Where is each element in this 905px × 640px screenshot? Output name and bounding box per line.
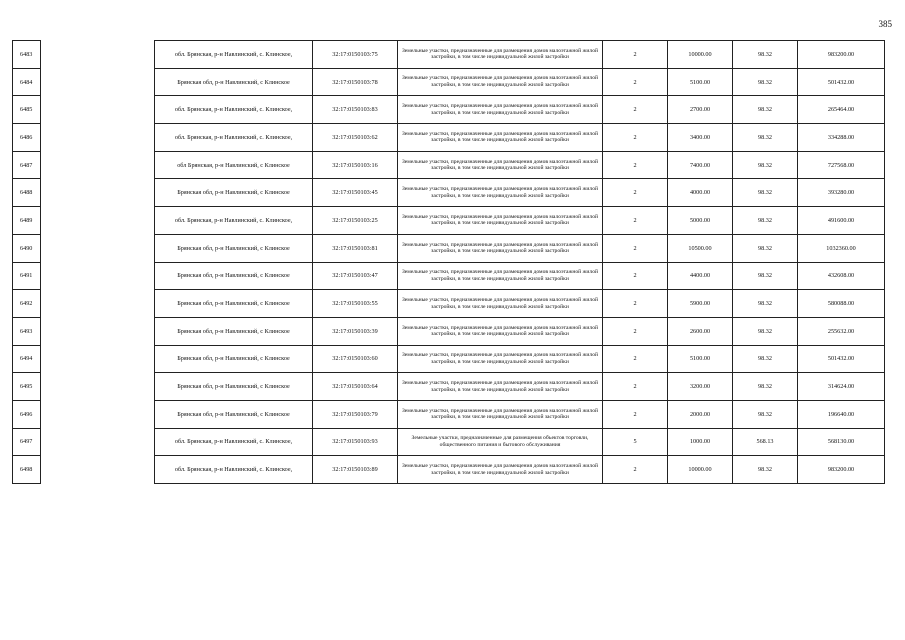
cell-spacer [41, 456, 155, 484]
cell-specific-value: 98.32 [733, 262, 798, 290]
cell-cadastral-number: 32:17:0150103:93 [313, 428, 398, 456]
cell-specific-value: 568.13 [733, 428, 798, 456]
table-row [13, 400, 885, 428]
cell-specific-value: 98.32 [733, 317, 798, 345]
cell-area: 5000.00 [668, 207, 733, 235]
cell-cadastral-number: 32:17:0150103:75 [313, 41, 398, 69]
cell-address: Брянская обл, р-н Навлинский, с Клинское [155, 179, 313, 207]
cell-group: 2 [603, 124, 668, 152]
cell-specific-value: 98.32 [733, 207, 798, 235]
cell-group: 2 [603, 400, 668, 428]
cell-spacer [41, 207, 155, 235]
cell-land-use: Земельные участки, предназначенные для размещения домов малоэтажной жилой застройки, в том числе индивидуальной жилой застройки [398, 41, 603, 69]
cell-number: 6489 [13, 207, 41, 235]
cell-cadastral-value: 727568.00 [798, 151, 885, 179]
cell-address: Брянская обл, р-н Навлинский, с Клинское [155, 262, 313, 290]
cell-number: 6487 [13, 151, 41, 179]
cell-cadastral-number: 32:17:0150103:64 [313, 373, 398, 401]
cell-cadastral-number: 32:17:0150103:60 [313, 345, 398, 373]
cell-cadastral-number: 32:17:0150103:79 [313, 400, 398, 428]
cell-area: 10500.00 [668, 234, 733, 262]
cell-cadastral-number: 32:17:0150103:16 [313, 151, 398, 179]
cell-cadastral-value: 196640.00 [798, 400, 885, 428]
cell-cadastral-number: 32:17:0150103:25 [313, 207, 398, 235]
cell-group: 2 [603, 290, 668, 318]
cell-cadastral-value: 501432.00 [798, 345, 885, 373]
cell-land-use: Земельные участки, предназначенные для размещения домов малоэтажной жилой застройки, в том числе индивидуальной жилой застройки [398, 124, 603, 152]
cell-spacer [41, 41, 155, 69]
cell-specific-value: 98.32 [733, 96, 798, 124]
cell-specific-value: 98.32 [733, 456, 798, 484]
cell-cadastral-number: 32:17:0150103:55 [313, 290, 398, 318]
cell-specific-value: 98.32 [733, 290, 798, 318]
cell-cadastral-value: 432608.00 [798, 262, 885, 290]
table-body [13, 41, 885, 484]
table-row [13, 207, 885, 235]
table-row [13, 68, 885, 96]
cell-cadastral-number: 32:17:0150103:81 [313, 234, 398, 262]
cell-cadastral-value: 580088.00 [798, 290, 885, 318]
cell-group: 2 [603, 41, 668, 69]
cell-land-use: Земельные участки, предназначенные для размещения объектов торговли, общественного питания и бытового обслуживания [398, 428, 603, 456]
cell-cadastral-value: 501432.00 [798, 68, 885, 96]
cell-cadastral-number: 32:17:0150103:83 [313, 96, 398, 124]
cell-area: 4000.00 [668, 179, 733, 207]
cell-area: 2000.00 [668, 400, 733, 428]
table-row [13, 373, 885, 401]
cell-cadastral-number: 32:17:0150103:39 [313, 317, 398, 345]
cell-land-use: Земельные участки, предназначенные для размещения домов малоэтажной жилой застройки, в том числе индивидуальной жилой застройки [398, 96, 603, 124]
cell-specific-value: 98.32 [733, 151, 798, 179]
cell-address: Брянская обл, р-н Навлинский, с Клинское [155, 373, 313, 401]
cell-group: 2 [603, 317, 668, 345]
cell-number: 6490 [13, 234, 41, 262]
cell-specific-value: 98.32 [733, 345, 798, 373]
cell-area: 10000.00 [668, 456, 733, 484]
cell-cadastral-value: 393280.00 [798, 179, 885, 207]
cell-address: обл. Брянская, р-н Навлинский, с. Клинское, [155, 456, 313, 484]
cell-area: 5100.00 [668, 68, 733, 96]
cell-cadastral-value: 983200.00 [798, 41, 885, 69]
cell-address: Брянская обл, р-н Навлинский, с Клинское [155, 400, 313, 428]
cell-specific-value: 98.32 [733, 234, 798, 262]
cell-address: Брянская обл, р-н Навлинский, с Клинское [155, 345, 313, 373]
cell-address: обл Брянская, р-н Навлинский, с Клинское [155, 151, 313, 179]
cell-land-use: Земельные участки, предназначенные для размещения домов малоэтажной жилой застройки, в том числе индивидуальной жилой застройки [398, 207, 603, 235]
cell-spacer [41, 290, 155, 318]
cell-address: обл. Брянская, р-н Навлинский, с. Клинское, [155, 41, 313, 69]
cell-group: 2 [603, 151, 668, 179]
table-row [13, 345, 885, 373]
cell-group: 2 [603, 68, 668, 96]
cell-address: обл. Брянская, р-н Навлинский, с. Клинское, [155, 207, 313, 235]
cell-land-use: Земельные участки, предназначенные для размещения домов малоэтажной жилой застройки, в том числе индивидуальной жилой застройки [398, 68, 603, 96]
cell-spacer [41, 96, 155, 124]
cell-specific-value: 98.32 [733, 41, 798, 69]
table-row [13, 151, 885, 179]
cell-cadastral-value: 1032360.00 [798, 234, 885, 262]
cell-group: 2 [603, 262, 668, 290]
cell-group: 2 [603, 373, 668, 401]
cell-number: 6484 [13, 68, 41, 96]
cell-group: 2 [603, 456, 668, 484]
cell-cadastral-value: 491600.00 [798, 207, 885, 235]
cell-area: 2700.00 [668, 96, 733, 124]
cell-group: 2 [603, 345, 668, 373]
cell-spacer [41, 345, 155, 373]
cell-spacer [41, 68, 155, 96]
cell-cadastral-value: 255632.00 [798, 317, 885, 345]
cell-number: 6493 [13, 317, 41, 345]
cell-address: Брянская обл, р-н Навлинский, с Клинское [155, 234, 313, 262]
cell-spacer [41, 317, 155, 345]
cell-number: 6485 [13, 96, 41, 124]
cell-specific-value: 98.32 [733, 68, 798, 96]
cell-land-use: Земельные участки, предназначенные для размещения домов малоэтажной жилой застройки, в том числе индивидуальной жилой застройки [398, 151, 603, 179]
cell-area: 1000.00 [668, 428, 733, 456]
table-row [13, 124, 885, 152]
cell-land-use: Земельные участки, предназначенные для размещения домов малоэтажной жилой застройки, в том числе индивидуальной жилой застройки [398, 345, 603, 373]
cell-address: обл. Брянская, р-н Навлинский, с. Клинское, [155, 428, 313, 456]
cell-land-use: Земельные участки, предназначенные для размещения домов малоэтажной жилой застройки, в том числе индивидуальной жилой застройки [398, 456, 603, 484]
cell-cadastral-number: 32:17:0150103:78 [313, 68, 398, 96]
cell-cadastral-value: 983200.00 [798, 456, 885, 484]
table-row [13, 41, 885, 69]
cell-address: Брянская обл, р-н Навлинский, с Клинское [155, 68, 313, 96]
cell-number: 6495 [13, 373, 41, 401]
cell-cadastral-number: 32:17:0150103:47 [313, 262, 398, 290]
cell-area: 10000.00 [668, 41, 733, 69]
cell-group: 2 [603, 96, 668, 124]
cell-number: 6486 [13, 124, 41, 152]
cell-number: 6494 [13, 345, 41, 373]
page-number: 385 [878, 19, 892, 29]
cell-area: 7400.00 [668, 151, 733, 179]
cell-area: 5100.00 [668, 345, 733, 373]
cell-group: 2 [603, 179, 668, 207]
cell-number: 6496 [13, 400, 41, 428]
cell-group: 2 [603, 207, 668, 235]
cell-area: 3400.00 [668, 124, 733, 152]
cell-spacer [41, 428, 155, 456]
cell-number: 6488 [13, 179, 41, 207]
cell-land-use: Земельные участки, предназначенные для размещения домов малоэтажной жилой застройки, в том числе индивидуальной жилой застройки [398, 400, 603, 428]
cell-address: обл. Брянская, р-н Навлинский, с. Клинское, [155, 96, 313, 124]
cell-area: 3200.00 [668, 373, 733, 401]
cell-number: 6491 [13, 262, 41, 290]
table-row [13, 428, 885, 456]
cell-address: Брянская обл, р-н Навлинский, с Клинское [155, 290, 313, 318]
table-row [13, 262, 885, 290]
cell-spacer [41, 400, 155, 428]
cadastral-value-table [12, 40, 885, 484]
cell-specific-value: 98.32 [733, 124, 798, 152]
cell-spacer [41, 124, 155, 152]
cell-spacer [41, 151, 155, 179]
cell-number: 6498 [13, 456, 41, 484]
cell-address: Брянская обл, р-н Навлинский, с Клинское [155, 317, 313, 345]
cell-group: 5 [603, 428, 668, 456]
cell-spacer [41, 234, 155, 262]
table-row [13, 456, 885, 484]
cell-cadastral-number: 32:17:0150103:62 [313, 124, 398, 152]
cell-area: 5900.00 [668, 290, 733, 318]
cell-land-use: Земельные участки, предназначенные для размещения домов малоэтажной жилой застройки, в том числе индивидуальной жилой застройки [398, 262, 603, 290]
cell-number: 6483 [13, 41, 41, 69]
cell-spacer [41, 179, 155, 207]
cell-specific-value: 98.32 [733, 400, 798, 428]
cell-land-use: Земельные участки, предназначенные для размещения домов малоэтажной жилой застройки, в том числе индивидуальной жилой застройки [398, 373, 603, 401]
cell-cadastral-value: 265464.00 [798, 96, 885, 124]
cell-spacer [41, 262, 155, 290]
cell-cadastral-value: 568130.00 [798, 428, 885, 456]
cell-cadastral-value: 314624.00 [798, 373, 885, 401]
cell-area: 4400.00 [668, 262, 733, 290]
cell-cadastral-value: 334288.00 [798, 124, 885, 152]
table-row [13, 96, 885, 124]
cell-cadastral-number: 32:17:0150103:45 [313, 179, 398, 207]
cell-specific-value: 98.32 [733, 179, 798, 207]
cell-land-use: Земельные участки, предназначенные для размещения домов малоэтажной жилой застройки, в том числе индивидуальной жилой застройки [398, 290, 603, 318]
cell-specific-value: 98.32 [733, 373, 798, 401]
cell-address: обл. Брянская, р-н Навлинский, с. Клинское, [155, 124, 313, 152]
cell-land-use: Земельные участки, предназначенные для размещения домов малоэтажной жилой застройки, в том числе индивидуальной жилой застройки [398, 317, 603, 345]
cell-spacer [41, 373, 155, 401]
table-row [13, 234, 885, 262]
cell-number: 6497 [13, 428, 41, 456]
cell-cadastral-number: 32:17:0150103:89 [313, 456, 398, 484]
table-row [13, 290, 885, 318]
cell-number: 6492 [13, 290, 41, 318]
table-row [13, 317, 885, 345]
table-row [13, 179, 885, 207]
cell-land-use: Земельные участки, предназначенные для размещения домов малоэтажной жилой застройки, в том числе индивидуальной жилой застройки [398, 234, 603, 262]
cell-group: 2 [603, 234, 668, 262]
cell-area: 2600.00 [668, 317, 733, 345]
cell-land-use: Земельные участки, предназначенные для размещения домов малоэтажной жилой застройки, в том числе индивидуальной жилой застройки [398, 179, 603, 207]
